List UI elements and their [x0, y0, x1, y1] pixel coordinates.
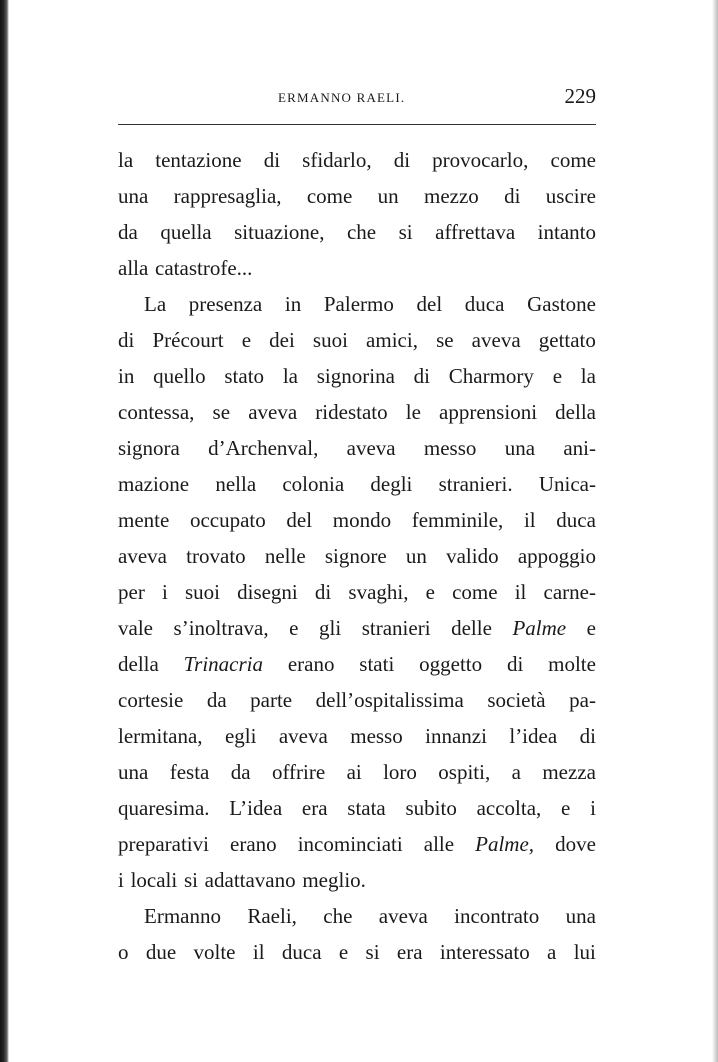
word: vale: [118, 616, 153, 640]
word: loro: [383, 760, 417, 784]
text-line: [118, 538, 596, 574]
word-italic: Palme: [512, 616, 567, 640]
word: provocarlo,: [432, 148, 529, 172]
word: subito: [405, 796, 457, 820]
text-line: [118, 178, 596, 214]
header-rule: [118, 124, 596, 125]
word: aveva: [118, 544, 167, 568]
word: a: [511, 760, 521, 784]
word: molte: [548, 652, 596, 676]
word: come: [452, 580, 498, 604]
word: pa-: [569, 688, 596, 712]
word: messo: [350, 724, 403, 748]
word: stranieri.: [438, 472, 513, 496]
word: tentazione: [155, 148, 242, 172]
word: quella: [160, 220, 212, 244]
word: dei: [269, 328, 295, 352]
word: del: [416, 292, 443, 316]
word: Unica-: [538, 472, 596, 496]
word: apprensioni: [439, 400, 538, 424]
word: affrettava: [435, 220, 516, 244]
word: e: [241, 328, 252, 352]
word: volte: [193, 940, 236, 964]
word: o: [118, 940, 129, 964]
word: egli: [224, 724, 257, 748]
word: Charmory: [448, 364, 534, 388]
word: una: [118, 184, 149, 208]
word: femminile,: [411, 508, 504, 532]
word: uscire: [545, 184, 596, 208]
word: situazione,: [234, 220, 325, 244]
word: come: [550, 148, 596, 172]
word: intanto: [537, 220, 596, 244]
word: dell’ospitalissima: [315, 688, 464, 712]
word: carne-: [543, 580, 596, 604]
word: della: [118, 652, 159, 676]
word: delle: [451, 616, 492, 640]
word: una: [118, 760, 149, 784]
text-line: [118, 826, 596, 862]
page-right-edge: [712, 0, 718, 1062]
word: e: [425, 580, 435, 604]
word: alla: [118, 256, 149, 280]
word: aveva: [278, 724, 328, 748]
word: stati: [359, 652, 395, 676]
text-line: [118, 862, 596, 898]
body-text: [118, 142, 596, 970]
word: di: [504, 184, 521, 208]
word: colonia: [282, 472, 345, 496]
word: in: [284, 292, 302, 316]
word: dove: [555, 832, 596, 856]
word: mazione: [118, 472, 190, 496]
word: di: [118, 328, 135, 352]
text-line: [118, 574, 596, 610]
word: era: [301, 796, 328, 820]
word: i: [118, 868, 124, 892]
text-line: [118, 718, 596, 754]
word: aveva: [378, 904, 428, 928]
word: di: [579, 724, 596, 748]
word: contessa,: [118, 400, 195, 424]
word: a: [547, 940, 557, 964]
word: di: [506, 652, 524, 676]
word: stato: [224, 364, 265, 388]
word: suoi: [184, 580, 220, 604]
word: mezzo: [424, 184, 479, 208]
text-line: [118, 934, 596, 970]
word: ai: [346, 760, 362, 784]
word: quaresima.: [118, 796, 210, 820]
word: preparativi: [118, 832, 209, 856]
word: le: [405, 400, 421, 424]
word: da: [118, 220, 138, 244]
word: innanzi: [425, 724, 487, 748]
word: erano: [230, 832, 277, 856]
word: cortesie: [118, 688, 184, 712]
word: aveva: [248, 400, 298, 424]
word: festa: [169, 760, 210, 784]
word: L’idea: [229, 796, 283, 820]
word: sfidarlo,: [302, 148, 372, 172]
word: come: [306, 184, 353, 208]
word: suoi: [312, 328, 348, 352]
word: si: [398, 220, 413, 244]
word: duca: [281, 940, 322, 964]
word: di: [413, 364, 430, 388]
text-line: [118, 286, 596, 322]
text-line: [118, 682, 596, 718]
word: duca: [464, 292, 505, 316]
word: amici,: [366, 328, 418, 352]
word: Raeli,: [247, 904, 297, 928]
word: catastrofe...: [155, 256, 253, 280]
word: incominciati: [297, 832, 403, 856]
word: oggetto: [419, 652, 483, 676]
word: incontrato: [454, 904, 540, 928]
word: da: [230, 760, 251, 784]
word: stata: [347, 796, 386, 820]
word: lermitana,: [118, 724, 203, 748]
word: e: [552, 364, 563, 388]
word: stranieri: [361, 616, 431, 640]
word: e: [338, 940, 349, 964]
word: la: [118, 148, 134, 172]
word: aveva: [471, 328, 521, 352]
page-binding-edge: [0, 0, 9, 1062]
word: da: [206, 688, 227, 712]
text-line: [118, 250, 596, 286]
word: Précourt: [152, 328, 224, 352]
word: il: [252, 940, 265, 964]
word: in: [118, 364, 135, 388]
word: meglio.: [302, 868, 366, 892]
word: che: [323, 904, 353, 928]
word: trovato: [186, 544, 246, 568]
text-line: [118, 142, 596, 178]
word: ospiti,: [438, 760, 491, 784]
word-italic: Trinacria: [183, 652, 263, 676]
word: i: [161, 580, 168, 604]
word: alle: [423, 832, 455, 856]
word: duca: [556, 508, 596, 532]
word: la: [580, 364, 596, 388]
word: di: [263, 148, 281, 172]
text-line: [118, 430, 596, 466]
word: una: [504, 436, 536, 460]
word: una: [565, 904, 596, 928]
text-line: [118, 754, 596, 790]
word: ani-: [563, 436, 596, 460]
text-line: [118, 790, 596, 826]
word: interessato: [439, 940, 530, 964]
word: occupato: [189, 508, 266, 532]
word: di: [314, 580, 332, 604]
word: degli: [370, 472, 413, 496]
text-line: [118, 358, 596, 394]
word: La: [144, 292, 167, 316]
text-line: [118, 322, 596, 358]
word: aveva: [346, 436, 396, 460]
word: rappresaglia,: [173, 184, 282, 208]
word: era: [396, 940, 423, 964]
word: ridestato: [315, 400, 388, 424]
word: locali: [130, 868, 178, 892]
word: un: [405, 544, 427, 568]
word: se: [436, 328, 454, 352]
word: e: [561, 796, 571, 820]
word: valido: [446, 544, 499, 568]
word: accolta,: [476, 796, 542, 820]
word: del: [286, 508, 313, 532]
running-head: [118, 80, 596, 116]
word: offrire: [271, 760, 326, 784]
text-line: [118, 502, 596, 538]
word: per: [118, 580, 145, 604]
word: della: [555, 400, 596, 424]
word: mente: [118, 508, 170, 532]
word: signora: [118, 436, 180, 460]
running-title: ERMANNO RAELI.: [278, 90, 406, 105]
word: d’Archenval,: [208, 436, 319, 460]
word: Ermanno: [144, 904, 221, 928]
word-italic: Palme,: [475, 832, 535, 856]
word: se: [212, 400, 231, 424]
word: gettato: [538, 328, 596, 352]
word: parte: [250, 688, 293, 712]
word: e: [586, 616, 596, 640]
page-number: 229: [564, 84, 596, 108]
word: svaghi,: [348, 580, 409, 604]
word: lui: [573, 940, 596, 964]
text-line: [118, 610, 596, 646]
word: si: [365, 940, 380, 964]
text-line: [118, 466, 596, 502]
word: quello: [153, 364, 206, 388]
word: messo: [423, 436, 477, 460]
word: Palermo: [323, 292, 394, 316]
word: signore: [324, 544, 387, 568]
word: nella: [215, 472, 257, 496]
word: due: [145, 940, 177, 964]
word: s’inoltrava,: [173, 616, 269, 640]
book-page: [118, 80, 596, 964]
word: società: [487, 688, 546, 712]
word: disegni: [237, 580, 298, 604]
word: appoggio: [517, 544, 596, 568]
word: gli: [319, 616, 342, 640]
word: il: [514, 580, 527, 604]
word: adattavano: [204, 868, 296, 892]
word: Gastone: [527, 292, 596, 316]
word: presenza: [188, 292, 263, 316]
text-line: [118, 394, 596, 430]
word: di: [393, 148, 411, 172]
text-line: [118, 646, 596, 682]
word: un: [377, 184, 399, 208]
word: il: [523, 508, 536, 532]
word: mezza: [542, 760, 596, 784]
text-line: [118, 898, 596, 934]
word: e: [289, 616, 299, 640]
word: i: [590, 796, 596, 820]
word: si: [183, 868, 198, 892]
text-line: [118, 214, 596, 250]
word: la: [282, 364, 298, 388]
word: nelle: [264, 544, 306, 568]
word: signorina: [316, 364, 395, 388]
word: erano: [287, 652, 335, 676]
word: mondo: [332, 508, 392, 532]
word: che: [346, 220, 377, 244]
word: l’idea: [509, 724, 558, 748]
